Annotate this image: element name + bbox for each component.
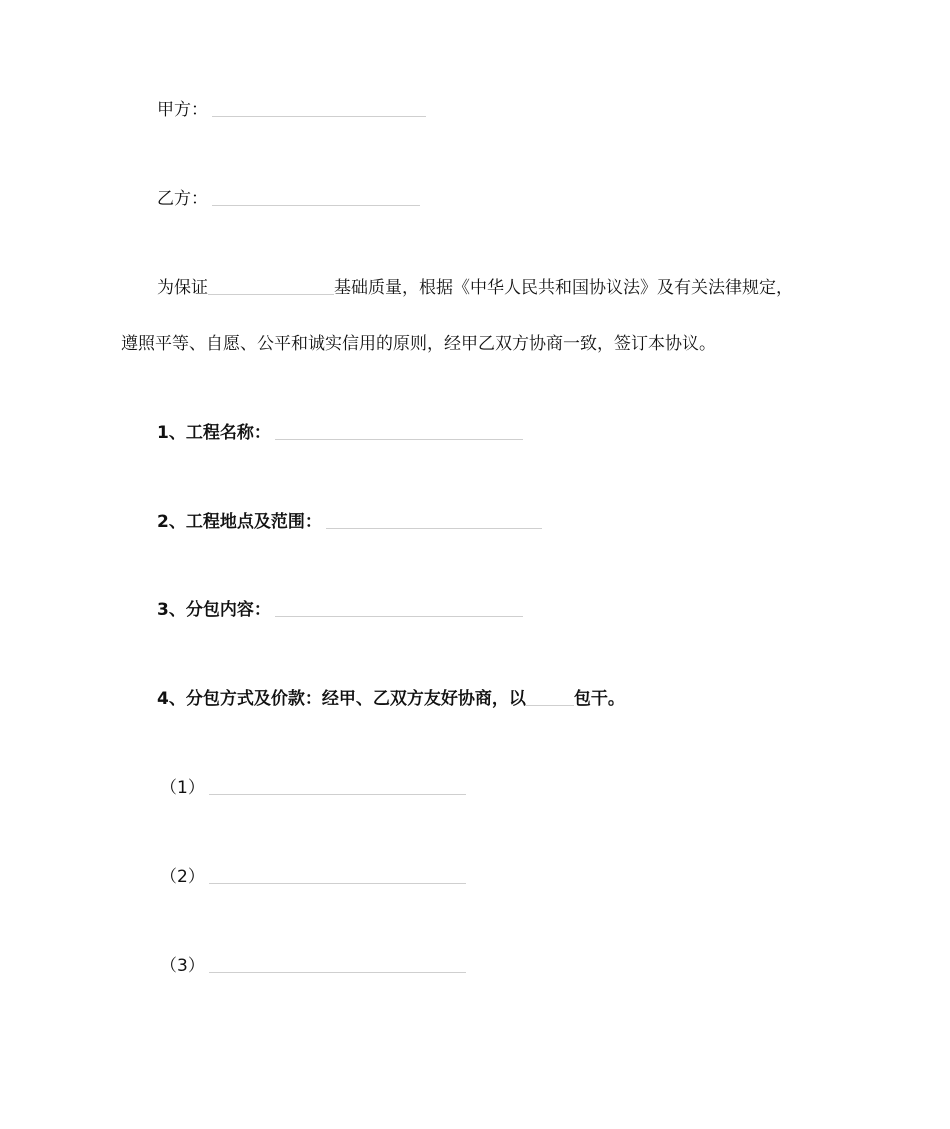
- sub-item-3-blank: [209, 971, 466, 973]
- item-1-label: 1、工程名称：: [157, 423, 271, 443]
- sub-item-3-label: （3）: [160, 956, 205, 976]
- intro-suffix: 基础质量，根据《中华人民共和国协议法》及有关法律规定，: [334, 278, 793, 298]
- item-2-blank: [326, 527, 542, 529]
- party-a-blank: [212, 115, 426, 117]
- item-2-label: 2、工程地点及范围：: [157, 512, 322, 532]
- intro-prefix: 为保证: [157, 278, 208, 298]
- sub-item-1-blank: [209, 793, 466, 795]
- sub-item-1-line: [160, 776, 466, 800]
- party-a-label: 甲方：: [157, 100, 208, 120]
- sub-item-2-line: [160, 865, 466, 889]
- item-4-blank: [526, 704, 574, 706]
- sub-item-2-label: （2）: [160, 867, 205, 887]
- item-4-prefix: 4、分包方式及价款：经甲、乙双方友好协商，以: [157, 689, 526, 709]
- item-3-label: 3、分包内容：: [157, 600, 271, 620]
- item-4-suffix: 包干。: [573, 689, 625, 709]
- item-1-blank: [275, 438, 523, 440]
- sub-item-3-line: [160, 954, 466, 978]
- item-3-blank: [275, 615, 523, 617]
- intro-blank: [208, 293, 334, 295]
- party-b-label: 乙方：: [157, 189, 208, 209]
- sub-item-1-label: （1）: [160, 778, 205, 798]
- party-b-blank: [212, 204, 420, 206]
- party-b-line: [157, 187, 420, 211]
- sub-item-2-blank: [209, 882, 466, 884]
- item-3-line: [157, 598, 523, 622]
- party-a-line: [157, 98, 426, 122]
- item-1-line: [157, 421, 523, 445]
- intro-line-1: [157, 276, 793, 300]
- item-4-line: [157, 687, 625, 711]
- item-2-line: [157, 510, 542, 534]
- intro-line-2: 遵照平等、自愿、公平和诚实信用的原则，经甲乙双方协商一致，签订本协议。: [121, 334, 716, 354]
